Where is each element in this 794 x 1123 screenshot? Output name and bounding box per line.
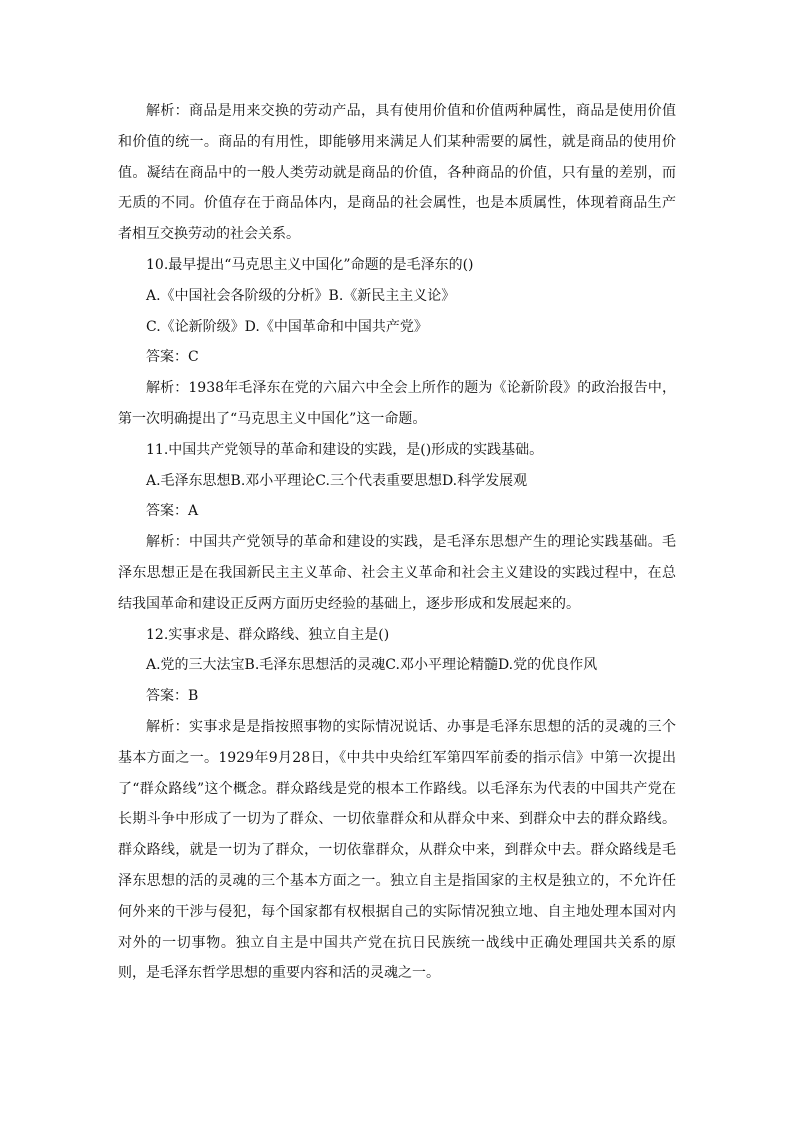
question-10-options-ab: A.《中国社会各阶级的分析》B.《新民主主义论》	[146, 287, 456, 304]
analysis-paragraph-q9: 解析：商品是用来交换的劳动产品，具有使用价值和价值两种属性，商品是使用价值和价值的统一。商品的有用性，即能够用来满足人们某种需要的属性，就是商品的使用价值。凝结在商品中的一般人类劳动就是商品的价值，各种商品的价值，只有量的差别，而无质的不同。价值存在于商品体内，是商品的社会属性，也是本质属性，体现着商品生产者相互交换劳动的社会关系。	[118, 103, 676, 243]
question-12: 12.实事求是、群众路线、独立自主是()	[146, 626, 390, 643]
question-11: 11.中国共产党领导的革命和建设的实践，是()形成的实践基础。	[146, 441, 544, 458]
document-body	[118, 96, 676, 989]
question-12-answer: 答案：B	[146, 688, 199, 705]
question-12-options: A.党的三大法宝B.毛泽东思想活的灵魂C.邓小平理论精髓D.党的优良作风	[146, 657, 598, 674]
question-10-options-cd: C.《论新阶级》D.《中国革命和中国共产党》	[146, 318, 428, 335]
question-11-answer: 答案：A	[146, 503, 199, 520]
question-10-answer: 答案：C	[146, 349, 199, 366]
analysis-paragraph-q12: 解析：实事求是是指按照事物的实际情况说话、办事是毛泽东思想的活的灵魂的三个基本方面之一。1929年9月28日，《中共中央给红军第四军前委的指示信》中第一次提出了“群众路线”这个概念。群众路线是党的根本工作路线。以毛泽东为代表的中国共产党在长期斗争中形成了一切为了群众、一切依靠群众和从群众中来、到群众中去的群众路线。群众路线，就是一切为了群众，一切依靠群众，从群众中来，到群众中去。群众路线是毛泽东思想的活的灵魂的三个基本方面之一。独立自主是指国家的主权是独立的，不允许任何外来的干涉与侵犯，每个国家都有权根据自己的实际情况独立地、自主地处理本国对内对外的一切事物。独立自主是中国共产党在抗日民族统一战线中正确处理国共关系的原则，是毛泽东哲学思想的重要内容和活的灵魂之一。	[118, 718, 676, 982]
question-10: 10.最早提出“马克思主义中国化”命题的是毛泽东的()	[146, 256, 474, 273]
analysis-paragraph-q10: 解析：1938年毛泽东在党的六届六中全会上所作的题为《论新阶段》的政治报告中，第一次明确提出了“马克思主义中国化”这一命题。	[118, 380, 676, 427]
question-11-options: A.毛泽东思想B.邓小平理论C.三个代表重要思想D.科学发展观	[146, 472, 528, 489]
analysis-paragraph-q11: 解析：中国共产党领导的革命和建设的实践，是毛泽东思想产生的理论实践基础。毛泽东思想正是在我国新民主主义革命、社会主义革命和社会主义建设的实践过程中，在总结我国革命和建设正反两方面历史经验的基础上，逐步形成和发展起来的。	[118, 534, 676, 612]
